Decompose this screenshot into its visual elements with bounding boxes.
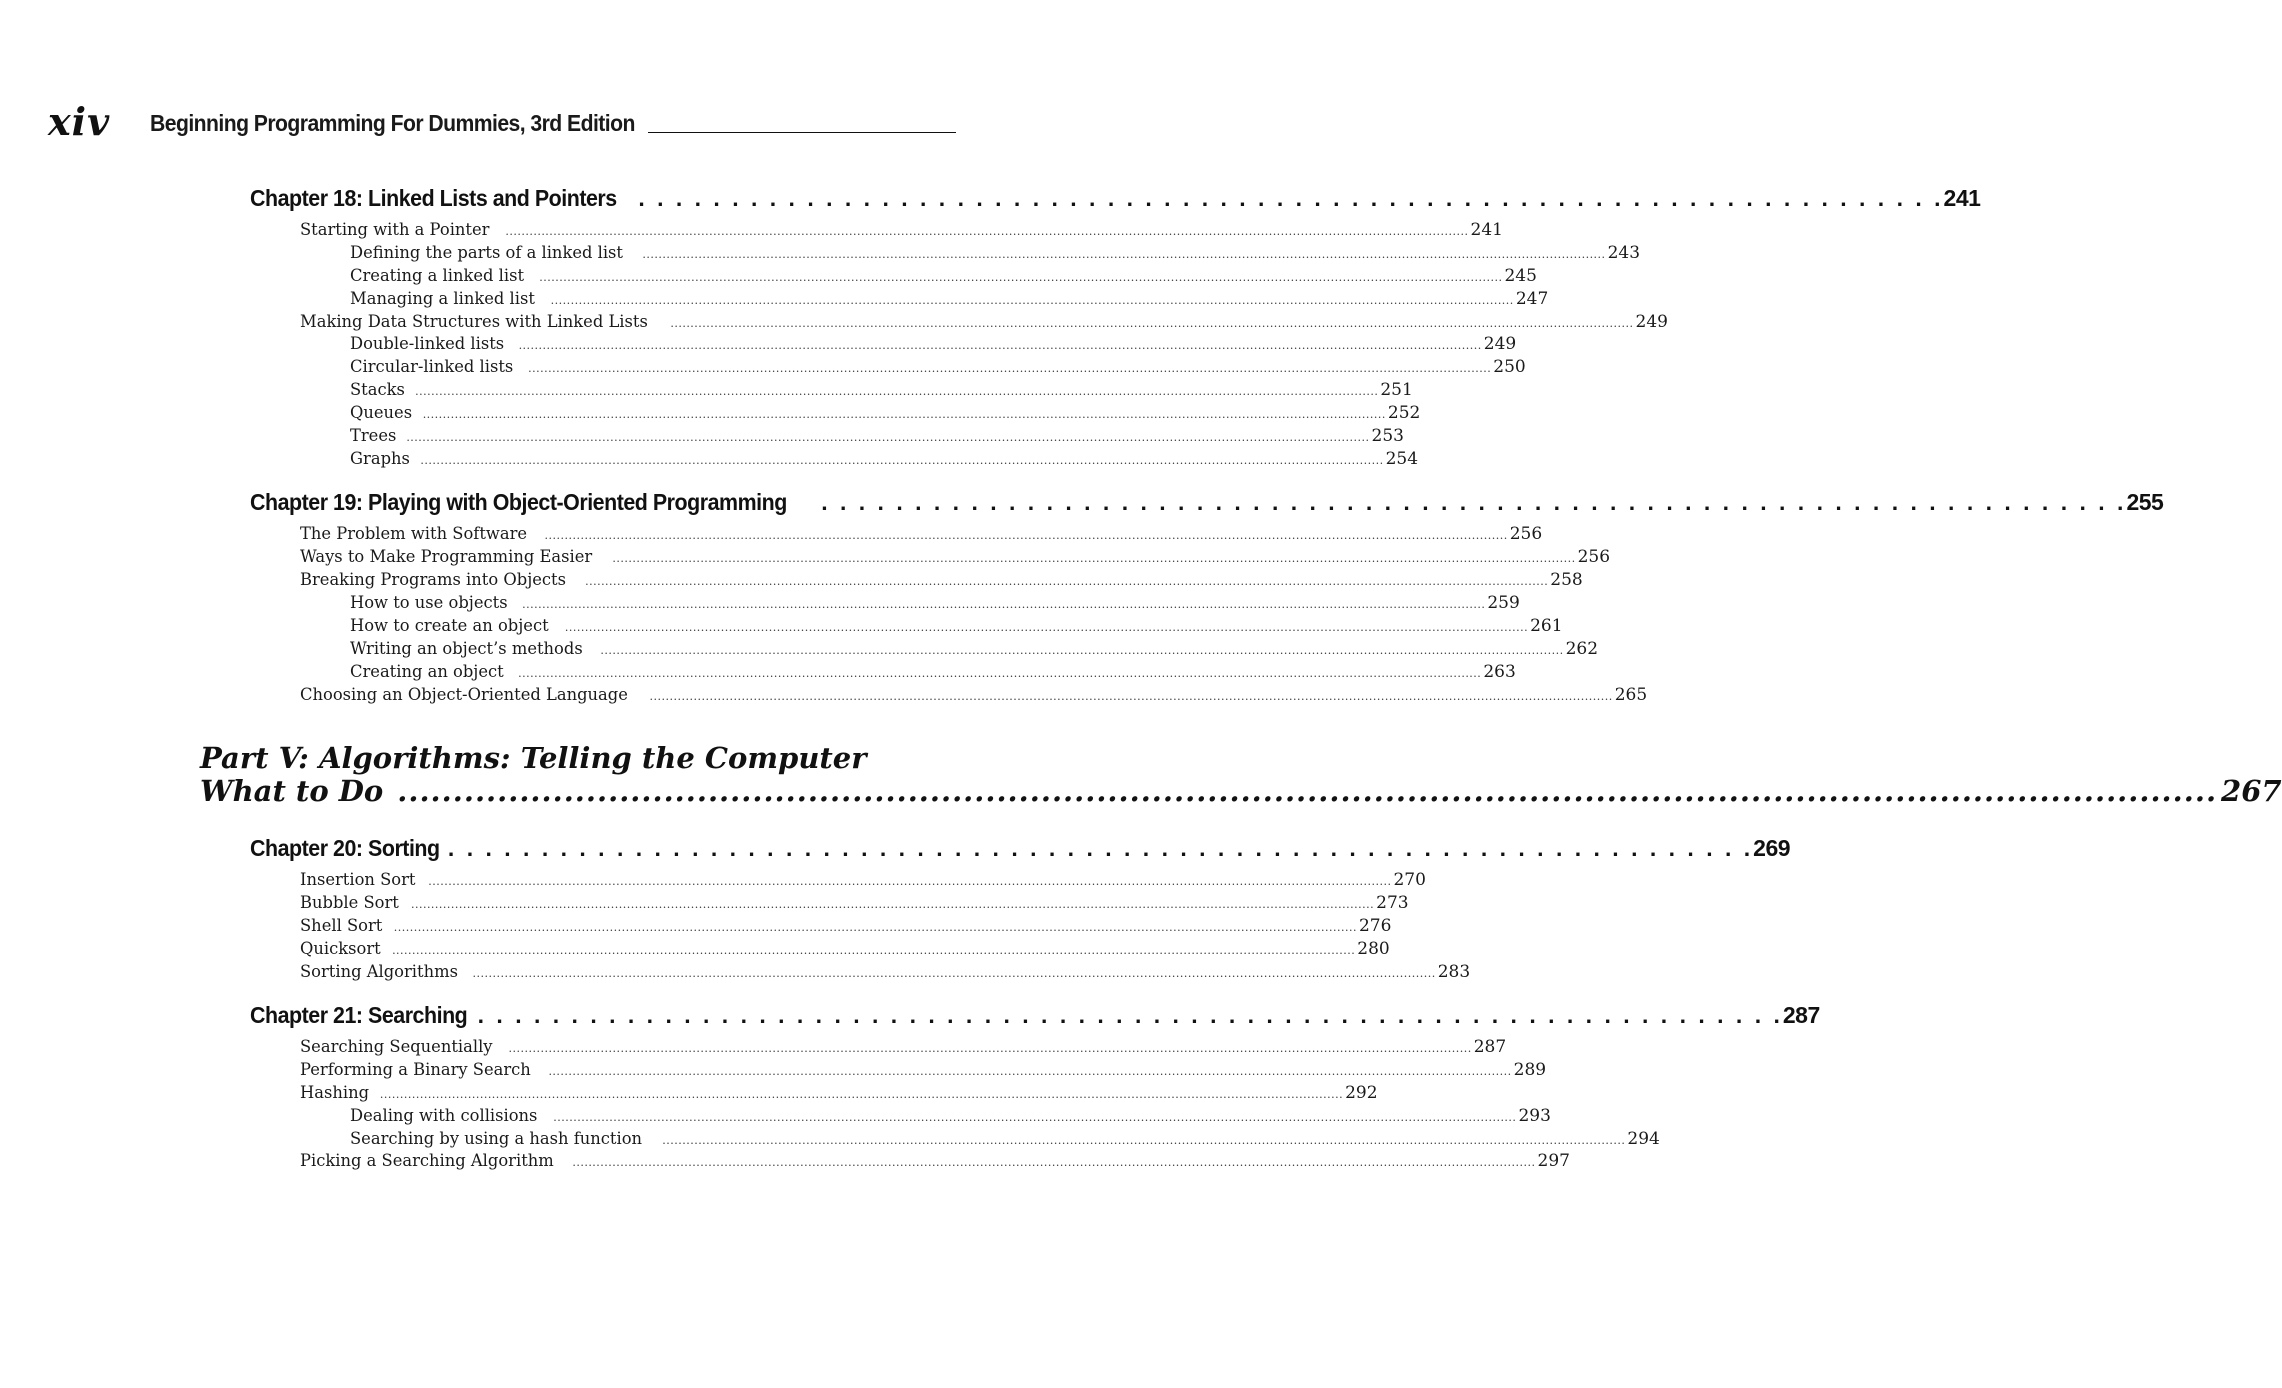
toc-entry[interactable] <box>350 1105 1551 1128</box>
chapter-page: 269 <box>1753 835 1791 861</box>
chapter-title: Chapter 18: Linked Lists and Pointers <box>250 185 617 211</box>
toc-entry[interactable] <box>300 1150 1570 1173</box>
dot-leader: ................................................................................................................................................................................................................................................. <box>392 944 1356 957</box>
entry-page: 259 <box>1487 593 1520 613</box>
entry-page: 256 <box>1577 547 1611 567</box>
dot-leader: ................................................................................................................................................................................................................................................. <box>410 898 1375 911</box>
entry-page: 263 <box>1483 662 1516 682</box>
entry-title: Shell Sort <box>300 916 383 936</box>
entry-title: Circular-linked lists <box>350 357 514 377</box>
dot-leader: ................................................................................................................................................................................................................................................. <box>406 431 1370 444</box>
dot-leader: ................................................................................................................................................................................................................................................. <box>539 271 1503 284</box>
dot-leader: ................................................................................................................................................................................................................................................. <box>422 408 1386 421</box>
entry-title: Performing a Binary Search <box>300 1060 531 1080</box>
toc-entry[interactable] <box>350 379 1413 402</box>
dot-leader: . . . . . . . . . . . . . . . . . . . . . . . . . . . . . . . . . . . . . . . . . . . . . . . . . . . . . . . . . . . . . . . . . . . . . . <box>638 185 1944 211</box>
toc-entry[interactable] <box>300 569 1583 592</box>
entry-title: Queues <box>350 403 413 423</box>
chapter-20-heading[interactable] <box>250 833 1791 863</box>
dot-leader: ................................................................................................................................................................................................................................................. <box>600 644 1564 657</box>
entry-page: 250 <box>1493 357 1526 377</box>
dot-leader: . . . . . . . . . . . . . . . . . . . . . . . . . . . . . . . . . . . . . . . . . . . . . . . . . . . . . . . . . . . . . . . . . . . . . . <box>477 1002 1783 1028</box>
chapter-18-heading[interactable] <box>250 183 1981 213</box>
entry-page: 256 <box>1509 524 1543 544</box>
dot-leader: ................................................................................................................................................................................................................................................. <box>393 921 1357 934</box>
entry-page: 252 <box>1387 403 1421 423</box>
dot-leader: ................................................................................................................................................................................................................................................. <box>662 1134 1626 1147</box>
toc-entry[interactable] <box>300 1036 1507 1059</box>
entry-page: 297 <box>1537 1151 1570 1171</box>
entry-page: 251 <box>1380 380 1413 400</box>
toc-entry[interactable] <box>300 1059 1547 1082</box>
chapter-title: Chapter 20: Sorting <box>250 835 440 861</box>
chapter-page: 255 <box>2126 489 2164 515</box>
entry-title: Quicksort <box>300 939 381 959</box>
toc-entry[interactable] <box>300 869 1426 892</box>
entry-title: Searching Sequentially <box>300 1037 493 1057</box>
entry-page: 247 <box>1515 289 1549 309</box>
entry-page: 270 <box>1393 870 1426 890</box>
chapter-page: 241 <box>1943 185 1981 211</box>
part-5-heading[interactable] <box>200 741 2282 808</box>
entry-page: 249 <box>1635 312 1668 332</box>
chapter-21-heading[interactable] <box>250 1000 1820 1030</box>
dot-leader: ................................................................................................................................................................................................................................................. <box>550 294 1514 307</box>
running-head-title: Beginning Programming For Dummies, 3rd Edition <box>150 110 635 136</box>
dot-leader: ................................................................................................................................................................................................................................................. <box>670 317 1634 330</box>
toc-entry[interactable] <box>300 219 1503 242</box>
dot-leader: ................................................................................................................................................................................................................................................. <box>528 362 1492 375</box>
entry-title: Graphs <box>350 449 410 469</box>
entry-title: Breaking Programs into Objects <box>300 570 566 590</box>
toc-entry[interactable] <box>300 1082 1378 1105</box>
entry-title: Creating an object <box>350 662 504 682</box>
entry-title: Stacks <box>350 380 405 400</box>
toc-entry[interactable] <box>300 311 1668 334</box>
toc-entry[interactable] <box>350 592 1520 615</box>
entry-page: 283 <box>1437 962 1471 982</box>
page-header <box>48 100 956 144</box>
entry-title: Bubble Sort <box>300 893 399 913</box>
entry-title: Managing a linked list <box>350 289 535 309</box>
page-number: xiv <box>48 99 111 144</box>
entry-title: How to use objects <box>350 593 508 613</box>
entry-page: 253 <box>1371 426 1404 446</box>
entry-title: Trees <box>350 426 397 446</box>
toc-entry[interactable] <box>350 402 1421 425</box>
toc-entry[interactable] <box>300 938 1390 961</box>
dot-leader: ................................................................................................................................................................................................................................................. <box>428 875 1392 888</box>
dot-leader: ................................................................................................................................................................................................................................................. <box>564 621 1529 634</box>
toc-entry[interactable] <box>350 448 1419 471</box>
dot-leader: ................................................................................................................................................................................................................................................. <box>548 1065 1512 1078</box>
entry-title: Searching by using a hash function <box>350 1129 643 1149</box>
dot-leader: ................................................................................................................................................................................................................................................. <box>544 529 1508 542</box>
toc-entry[interactable] <box>300 684 1648 707</box>
dot-leader: ................................................................................................................................................................................................................................................. <box>572 1156 1536 1169</box>
toc-entry[interactable] <box>350 615 1563 638</box>
entry-page: 245 <box>1504 266 1537 286</box>
entry-page: 273 <box>1376 893 1409 913</box>
toc-entry[interactable] <box>350 1128 1660 1151</box>
dot-leader: ................................................................................................................................................................................................................................................. <box>649 690 1613 703</box>
entry-page: 292 <box>1345 1083 1378 1103</box>
dot-leader: . . . . . . . . . . . . . . . . . . . . . . . . . . . . . . . . . . . . . . . . . . . . . . . . . . . . . . . . . . . . . . . . . . . . . . <box>447 835 1754 861</box>
chapter-title: Chapter 21: Searching <box>250 1002 468 1028</box>
toc-entry[interactable] <box>350 288 1549 311</box>
entry-title: Creating a linked list <box>350 266 525 286</box>
dot-leader: ................................................................................................................................................................................................................................................. <box>518 667 1482 680</box>
part-title-line-2 <box>200 774 2282 808</box>
dot-leader: . . . . . . . . . . . . . . . . . . . . . . . . . . . . . . . . . . . . . . . . . . . . . . . . . . . . . . . . . . . . . . . . . . . . . . <box>821 489 2127 515</box>
toc-entry[interactable] <box>350 333 1517 356</box>
entry-title: The Problem with Software <box>300 524 528 544</box>
chapter-19-heading[interactable] <box>250 487 2164 517</box>
entry-page: 293 <box>1518 1106 1551 1126</box>
entry-page: 294 <box>1627 1129 1660 1149</box>
entry-page: 276 <box>1358 916 1392 936</box>
dot-leader: ................................................................................................................................................................................................................................................. <box>553 1111 1517 1124</box>
entry-title: Insertion Sort <box>300 870 416 890</box>
entry-page: 265 <box>1614 685 1648 705</box>
dot-leader: ................................................................................................................................................................................................................................................. <box>508 1042 1472 1055</box>
header-rule <box>648 132 956 133</box>
entry-page: 258 <box>1550 570 1583 590</box>
toc-entry[interactable] <box>300 915 1392 938</box>
dot-leader: ................................................................................................................................................................................................................................................. <box>472 967 1436 980</box>
entry-title: Dealing with collisions <box>350 1106 538 1126</box>
toc-entry[interactable] <box>300 523 1543 546</box>
entry-page: 287 <box>1473 1037 1507 1057</box>
entry-title: Choosing an Object-Oriented Language <box>300 685 628 705</box>
toc-entry[interactable] <box>350 242 1641 265</box>
entry-title: Sorting Algorithms <box>300 962 458 982</box>
part-page: 267 <box>2221 774 2282 808</box>
dot-leader: ................................................................................................................................................................................................................................................. <box>522 598 1486 611</box>
entry-title: Picking a Searching Algorithm <box>300 1151 554 1171</box>
entry-page: 262 <box>1565 639 1599 659</box>
dot-leader: ................................................................................................................................................................................................................................................. <box>379 1088 1344 1101</box>
dot-leader: ................................................................................................................................................................................................................................................. <box>612 552 1576 565</box>
part-title-line-2-text: What to Do <box>200 774 384 808</box>
toc-entry[interactable] <box>350 265 1537 288</box>
dot-leader: ................................................................................................................................................................................................................................................. <box>420 454 1384 467</box>
entry-title: Making Data Structures with Linked Lists <box>300 312 648 332</box>
toc-entry[interactable] <box>300 892 1409 915</box>
entry-page: 289 <box>1513 1060 1547 1080</box>
entry-title: Starting with a Pointer <box>300 220 490 240</box>
entry-page: 261 <box>1530 616 1563 636</box>
entry-page: 241 <box>1470 220 1503 240</box>
entry-page: 280 <box>1357 939 1390 959</box>
entry-title: Writing an object’s methods <box>350 639 583 659</box>
chapter-page: 287 <box>1782 1002 1820 1028</box>
dot-leader: ................................................................................................................................................................................................................................................. <box>415 385 1379 398</box>
entry-title: Hashing <box>300 1083 370 1103</box>
toc-entry[interactable] <box>350 638 1599 661</box>
part-title-line-1: Part V: Algorithms: Telling the Computer <box>200 741 867 775</box>
entry-title: How to create an object <box>350 616 549 636</box>
dot-leader: .................................................................................................................................................................... <box>397 774 2218 808</box>
entry-page: 243 <box>1607 243 1641 263</box>
dot-leader: ................................................................................................................................................................................................................................................. <box>642 248 1606 261</box>
toc-entry[interactable] <box>350 356 1526 379</box>
toc-entry[interactable] <box>300 546 1611 569</box>
entry-page: 254 <box>1385 449 1419 469</box>
toc-entry[interactable] <box>350 661 1516 684</box>
dot-leader: ................................................................................................................................................................................................................................................. <box>505 225 1469 238</box>
entry-title: Double-linked lists <box>350 334 505 354</box>
dot-leader: ................................................................................................................................................................................................................................................. <box>518 339 1482 352</box>
toc-entry[interactable] <box>300 961 1471 984</box>
dot-leader: ................................................................................................................................................................................................................................................. <box>585 575 1549 588</box>
entry-title: Ways to Make Programming Easier <box>300 547 593 567</box>
chapter-title: Chapter 19: Playing with Object-Oriented Programming <box>250 489 787 515</box>
entry-title: Defining the parts of a linked list <box>350 243 623 263</box>
toc-entry[interactable] <box>350 425 1404 448</box>
entry-page: 249 <box>1483 334 1517 354</box>
